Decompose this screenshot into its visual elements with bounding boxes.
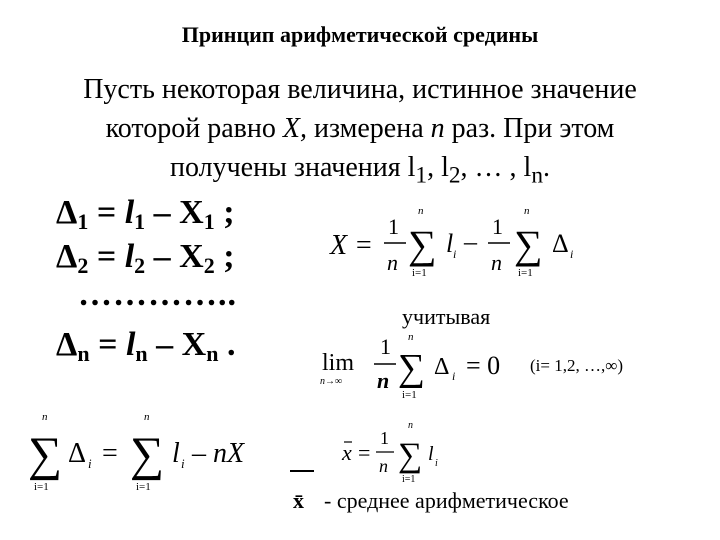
sigma-symbol: ∑ — [130, 428, 165, 481]
variable-n: n — [430, 113, 445, 144]
page-title: Принцип арифметической средины — [181, 22, 539, 47]
subscript: 1 — [203, 209, 215, 234]
delta-symbol: Δ — [552, 229, 569, 258]
delta-symbol: Δ — [68, 438, 87, 469]
minus-x: – X — [145, 238, 204, 275]
punctuation: . — [218, 326, 236, 363]
intro-text: раз. При этом — [444, 113, 615, 144]
fraction-numerator: 1 — [492, 214, 503, 239]
sigma-symbol: ∑ — [28, 428, 63, 481]
ellipsis-dots: ………….. — [78, 276, 237, 313]
subscript-i: i — [452, 369, 456, 383]
formula-lhs: X = — [330, 230, 373, 261]
formula-mean — [338, 416, 448, 490]
sigma-symbol: ∑ — [408, 222, 437, 267]
delta-symbol: Δ — [56, 194, 78, 231]
subscript: n — [77, 341, 90, 366]
sum-upper-limit: n — [408, 331, 414, 343]
variable-l: l — [172, 438, 180, 469]
formula-x-mean — [326, 200, 596, 286]
sigma-symbol: ∑ — [398, 347, 426, 389]
index-condition: (i= 1,2, …,∞) — [530, 356, 624, 375]
variable-l: l — [428, 443, 434, 465]
mean-overline — [290, 470, 314, 472]
variable-x: X, — [282, 113, 307, 144]
formula-sum-deltas — [26, 406, 276, 496]
intro-text: , … , l — [460, 152, 532, 183]
fraction-denominator: n — [387, 250, 398, 275]
intro-text: , l — [427, 152, 449, 183]
equation-delta-2 — [56, 238, 235, 279]
equation-delta-1 — [56, 194, 235, 235]
equals: = — [88, 238, 125, 275]
fraction-numerator: 1 — [388, 214, 399, 239]
mean-description: - среднее арифметическое — [324, 488, 569, 513]
intro-line-2 — [20, 109, 700, 148]
mean-symbol: x̄ — [293, 488, 304, 513]
fraction-numerator: 1 — [380, 334, 391, 359]
subscript: 2 — [203, 253, 215, 278]
variable-l: l — [124, 194, 135, 231]
delta-symbol: Δ — [56, 326, 78, 363]
subscript: 2 — [448, 162, 461, 189]
subscript-i: i — [181, 456, 185, 471]
minus-x: – X — [145, 194, 204, 231]
sum-upper-limit: n — [42, 411, 48, 423]
sum-lower-limit: i=1 — [136, 481, 151, 493]
sum-upper-limit: n — [144, 411, 150, 423]
subscript: 1 — [77, 209, 89, 234]
subscript: 1 — [415, 162, 428, 189]
fraction-numerator: 1 — [380, 428, 389, 448]
subscript: n — [206, 341, 219, 366]
intro-text: получены значения l — [170, 152, 416, 183]
subscript: 2 — [134, 253, 146, 278]
intro-text: которой равно — [105, 113, 283, 144]
minus-x: – X — [147, 326, 207, 363]
formula-limit — [318, 330, 518, 404]
subscript: n — [135, 341, 148, 366]
delta-symbol: Δ — [56, 238, 78, 275]
sum-lower-limit: i=1 — [34, 481, 49, 493]
punctuation: ; — [214, 238, 235, 275]
subscript-i: i — [570, 247, 574, 261]
equation-delta-n — [56, 326, 235, 367]
equals-zero: = 0 — [466, 351, 501, 380]
subscript: 1 — [134, 209, 146, 234]
sum-lower-limit: i=1 — [412, 267, 427, 279]
note-considering: учитывая — [402, 304, 491, 329]
sum-lower-limit: i=1 — [402, 389, 417, 401]
delta-symbol: Δ — [434, 354, 450, 380]
variable-x: x — [342, 440, 352, 465]
equals: = — [89, 326, 126, 363]
variable-l: l — [446, 229, 454, 258]
fraction-denominator: n — [377, 368, 390, 393]
subscript-i: i — [88, 456, 92, 471]
sum-upper-limit: n — [408, 420, 413, 431]
minus-nx: – nX — [192, 438, 245, 469]
punctuation: ; — [214, 194, 235, 231]
subscript: 2 — [77, 253, 89, 278]
intro-text: измерена — [307, 113, 431, 144]
sigma-symbol: ∑ — [398, 437, 423, 474]
variable-l: l — [125, 326, 136, 363]
equals: = — [102, 438, 118, 469]
minus-sign: – — [464, 227, 477, 256]
sum-upper-limit: n — [418, 205, 424, 217]
fraction-denominator: n — [491, 250, 502, 275]
fraction-denominator: n — [379, 456, 388, 476]
sigma-symbol: ∑ — [514, 222, 543, 267]
equals: = — [358, 440, 371, 465]
subscript-i: i — [435, 458, 438, 469]
intro-paragraph — [20, 70, 700, 196]
sum-upper-limit: n — [524, 205, 530, 217]
lim-subscript: n→∞ — [320, 376, 343, 387]
sum-lower-limit: i=1 — [518, 267, 533, 279]
lim-text: lim — [322, 350, 355, 376]
intro-line-3 — [20, 148, 700, 196]
variable-l: l — [124, 238, 135, 275]
intro-line-1: Пусть некоторая величина, истинное значение — [83, 74, 637, 105]
subscript: n — [531, 162, 543, 189]
sum-lower-limit: i=1 — [402, 474, 416, 485]
equals: = — [88, 194, 125, 231]
intro-text: . — [542, 152, 550, 183]
subscript-i: i — [453, 247, 457, 261]
